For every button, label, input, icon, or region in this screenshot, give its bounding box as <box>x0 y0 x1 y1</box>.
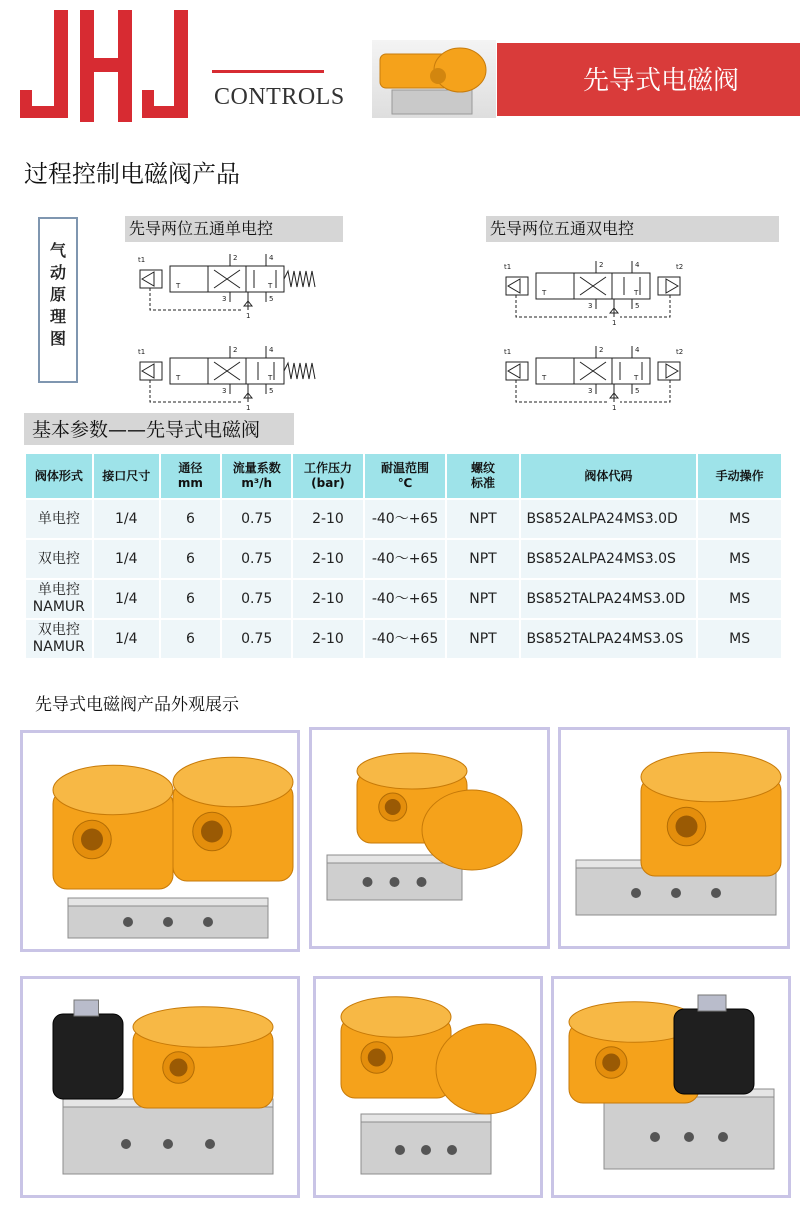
table-cell: 0.75 <box>222 500 291 538</box>
banner-title: 先导式电磁阀 <box>583 66 740 96</box>
svg-text:1: 1 <box>612 404 617 412</box>
logo-controls-text: CONTROLS <box>214 84 345 110</box>
svg-text:T: T <box>268 282 273 290</box>
table-cell: NPT <box>447 500 518 538</box>
svg-text:4: 4 <box>269 254 274 262</box>
valve-photo-double-explosion-proof <box>23 733 299 951</box>
svg-text:T: T <box>268 374 273 382</box>
table-cell: 6 <box>161 620 220 658</box>
params-header-cell: 手动操作 <box>698 454 781 498</box>
table-cell: 双电控 NAMUR <box>26 620 92 658</box>
table-cell: 单电控 NAMUR <box>26 580 92 618</box>
svg-text:4: 4 <box>269 346 274 354</box>
table-cell: 6 <box>161 580 220 618</box>
table-cell: 双电控 <box>26 540 92 578</box>
params-header-cell: 耐温范围 ℃ <box>365 454 446 498</box>
valve-photo-single <box>561 730 789 948</box>
svg-text:t1: t1 <box>138 348 146 356</box>
params-section-title: 基本参数——先导式电磁阀 <box>24 413 294 445</box>
svg-text:5: 5 <box>635 387 640 395</box>
table-cell: MS <box>698 540 781 578</box>
table-cell: NPT <box>447 580 518 618</box>
table-cell: -40～+65 <box>365 540 446 578</box>
table-cell: 0.75 <box>222 580 291 618</box>
single-control-schematic-bottom <box>130 340 300 412</box>
table-cell: 2-10 <box>293 540 362 578</box>
header-valve-photo <box>372 40 496 118</box>
svg-text:5: 5 <box>269 387 274 395</box>
table-cell: -40～+65 <box>365 500 446 538</box>
table-cell: 2-10 <box>293 500 362 538</box>
svg-text:4: 4 <box>635 261 640 269</box>
params-header-row <box>26 454 781 498</box>
params-header-cell: 通径 mm <box>161 454 220 498</box>
table-cell: 6 <box>161 540 220 578</box>
svg-text:T: T <box>176 282 181 290</box>
table-cell: MS <box>698 620 781 658</box>
table-cell: -40～+65 <box>365 580 446 618</box>
table-cell: 1/4 <box>94 620 159 658</box>
double-control-schematic-bottom <box>496 340 696 412</box>
table-row <box>26 580 781 618</box>
valve-photo-black-coil-right <box>554 979 790 1197</box>
gallery-title: 先导式电磁阀产品外观展示 <box>35 695 239 715</box>
svg-text:5: 5 <box>269 295 274 303</box>
params-table <box>24 452 783 660</box>
double-control-title: 先导两位五通双电控 <box>486 216 779 242</box>
params-header-cell: 接口尺寸 <box>94 454 159 498</box>
table-cell: 单电控 <box>26 500 92 538</box>
params-header-cell: 流量系数 m³/h <box>222 454 291 498</box>
valve-photo-angled <box>312 730 549 948</box>
single-control-schematic-top <box>130 248 300 320</box>
table-cell: BS852ALPA24MS3.0S <box>521 540 697 578</box>
svg-text:T: T <box>542 374 547 382</box>
table-cell: MS <box>698 500 781 538</box>
svg-text:2: 2 <box>599 346 604 354</box>
svg-text:2: 2 <box>233 346 238 354</box>
valve-photo-black-coil-left <box>23 979 299 1197</box>
params-header-cell: 阀体形式 <box>26 454 92 498</box>
svg-text:3: 3 <box>588 302 593 310</box>
svg-text:5: 5 <box>635 302 640 310</box>
table-cell: BS852TALPA24MS3.0D <box>521 580 697 618</box>
valve-photo-angled-2 <box>316 979 542 1197</box>
svg-text:T: T <box>634 374 639 382</box>
svg-text:T: T <box>176 374 181 382</box>
table-row <box>26 500 781 538</box>
single-control-title: 先导两位五通单电控 <box>125 216 343 242</box>
table-cell: NPT <box>447 540 518 578</box>
svg-text:t1: t1 <box>504 348 512 356</box>
params-header-cell: 螺纹 标准 <box>447 454 518 498</box>
svg-text:t1: t1 <box>504 263 512 271</box>
svg-text:2: 2 <box>599 261 604 269</box>
jhj-logo <box>14 10 194 125</box>
svg-text:2: 2 <box>233 254 238 262</box>
table-cell: NPT <box>447 620 518 658</box>
gallery-item <box>309 727 550 949</box>
svg-text:t1: t1 <box>138 256 146 264</box>
table-cell: 1/4 <box>94 500 159 538</box>
table-cell: 0.75 <box>222 620 291 658</box>
svg-text:3: 3 <box>222 295 227 303</box>
svg-text:T: T <box>542 289 547 297</box>
table-cell: BS852TALPA24MS3.0S <box>521 620 697 658</box>
svg-text:1: 1 <box>612 319 617 327</box>
svg-text:3: 3 <box>588 387 593 395</box>
svg-text:1: 1 <box>246 312 251 320</box>
table-row <box>26 540 781 578</box>
gallery-item <box>20 976 300 1198</box>
double-control-schematic-top <box>496 255 696 327</box>
gallery-item <box>20 730 300 952</box>
svg-text:T: T <box>634 289 639 297</box>
table-row <box>26 620 781 658</box>
params-header-cell: 阀体代码 <box>521 454 697 498</box>
gallery-item <box>313 976 543 1198</box>
schematic-side-label: 气动原理图 <box>50 241 67 348</box>
params-header-cell: 工作压力 (bar) <box>293 454 362 498</box>
svg-text:4: 4 <box>635 346 640 354</box>
table-cell: 6 <box>161 500 220 538</box>
table-cell: BS852ALPA24MS3.0D <box>521 500 697 538</box>
table-cell: 1/4 <box>94 580 159 618</box>
gallery-item <box>551 976 791 1198</box>
table-cell: 0.75 <box>222 540 291 578</box>
svg-text:t2: t2 <box>676 263 684 271</box>
table-cell: -40～+65 <box>365 620 446 658</box>
svg-text:1: 1 <box>246 404 251 412</box>
svg-text:t2: t2 <box>676 348 684 356</box>
table-cell: 1/4 <box>94 540 159 578</box>
page-title: 过程控制电磁阀产品 <box>24 160 240 188</box>
table-cell: MS <box>698 580 781 618</box>
table-cell: 2-10 <box>293 580 362 618</box>
gallery-item <box>558 727 790 949</box>
table-cell: 2-10 <box>293 620 362 658</box>
logo-divider <box>212 70 324 73</box>
svg-text:3: 3 <box>222 387 227 395</box>
